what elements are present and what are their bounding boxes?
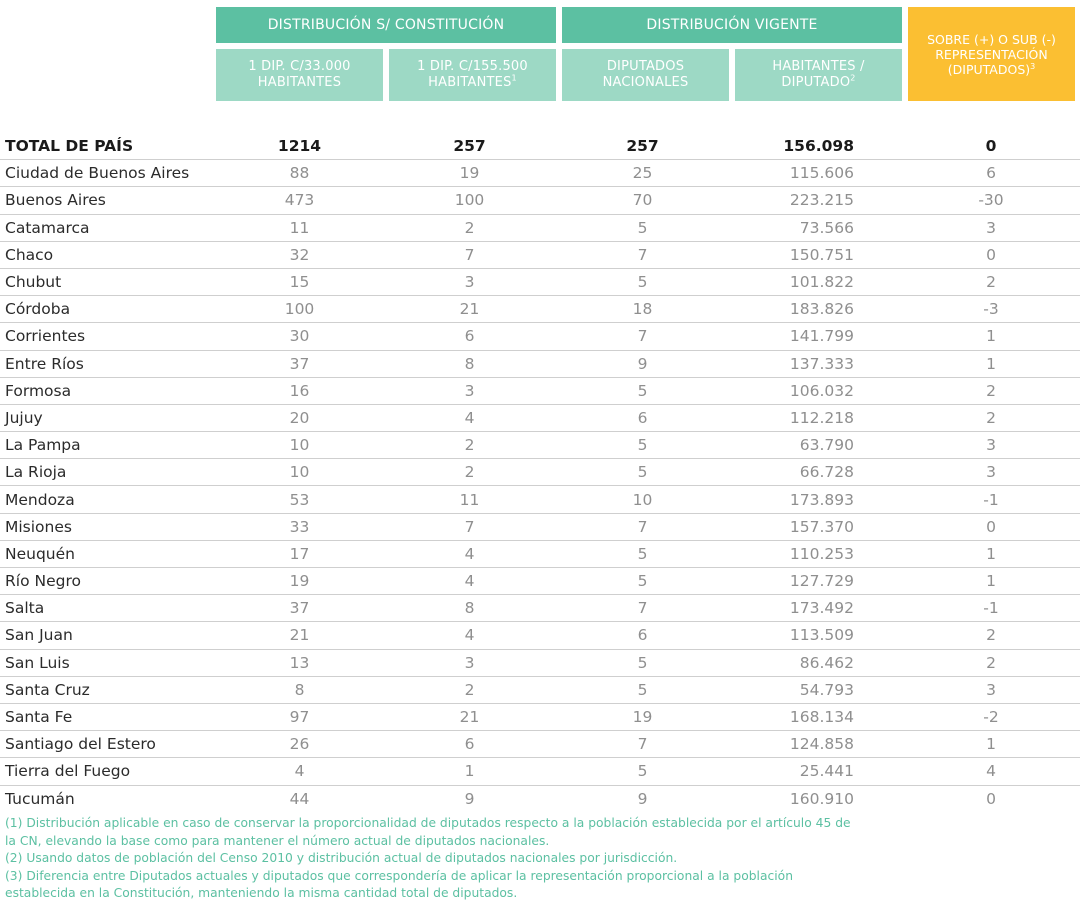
cell-diputados-nacionales: 5: [556, 214, 729, 241]
cell-representacion: 0: [902, 241, 1080, 268]
cell-1dip-33000: 33: [216, 513, 383, 540]
table-row: [0, 323, 1080, 350]
col-header-habitantes-diputado-label: HABITANTES / DIPUTADO: [772, 59, 865, 90]
cell-diputados-nacionales: 5: [556, 377, 729, 404]
table-row: [0, 459, 1080, 486]
cell-representacion: 3: [902, 459, 1080, 486]
cell-1dip-155500: 2: [383, 676, 556, 703]
province-name: Buenos Aires: [0, 187, 216, 214]
province-name: Ciudad de Buenos Aires: [0, 160, 216, 187]
cell-1dip-33000: 11: [216, 214, 383, 241]
province-name: Santa Cruz: [0, 676, 216, 703]
col-header-1dip-33000: [216, 49, 383, 101]
cell-1dip-155500: 4: [383, 568, 556, 595]
diputados-table: [0, 133, 1080, 812]
cell-1dip-33000: 37: [216, 595, 383, 622]
table-row: [0, 758, 1080, 785]
cell-representacion: 0: [902, 513, 1080, 540]
table-row: [0, 676, 1080, 703]
province-name: Río Negro: [0, 568, 216, 595]
cell-1dip-33000: 21: [216, 622, 383, 649]
cell-1dip-33000: 19: [216, 568, 383, 595]
cell-habitantes-diputado: 106.032: [729, 377, 902, 404]
cell-representacion: -2: [902, 703, 1080, 730]
cell-1dip-155500: 21: [383, 703, 556, 730]
col-header-diputados-nacionales-label: DIPUTADOS NACIONALES: [602, 59, 689, 90]
table-row: [0, 622, 1080, 649]
cell-diputados-nacionales: 5: [556, 432, 729, 459]
cell-diputados-nacionales: 9: [556, 350, 729, 377]
cell-diputados-nacionales: 7: [556, 513, 729, 540]
cell-representacion: 2: [902, 404, 1080, 431]
province-name: Mendoza: [0, 486, 216, 513]
col-header-1dip-155500: [389, 49, 556, 101]
cell-1dip-33000: 17: [216, 540, 383, 567]
cell-representacion: 1: [902, 323, 1080, 350]
total-cell-1dip-155500: 257: [383, 133, 556, 160]
cell-1dip-33000: 30: [216, 323, 383, 350]
cell-1dip-33000: 10: [216, 432, 383, 459]
diputados-table-body: [0, 133, 1080, 812]
cell-representacion: 6: [902, 160, 1080, 187]
cell-1dip-155500: 2: [383, 459, 556, 486]
province-name: Formosa: [0, 377, 216, 404]
cell-1dip-155500: 100: [383, 187, 556, 214]
province-name: San Luis: [0, 649, 216, 676]
province-name: La Rioja: [0, 459, 216, 486]
header-distribucion-constitucion-label: DISTRIBUCIÓN S/ CONSTITUCIÓN: [267, 17, 505, 33]
cell-1dip-155500: 6: [383, 731, 556, 758]
table-row: [0, 160, 1080, 187]
province-name: Santiago del Estero: [0, 731, 216, 758]
header-distribucion-vigente: [562, 7, 902, 43]
province-name: Jujuy: [0, 404, 216, 431]
cell-habitantes-diputado: 173.492: [729, 595, 902, 622]
total-cell-diputados-nacionales: 257: [556, 133, 729, 160]
col-header-1dip-155500-label: 1 DIP. C/155.500 HABITANTES: [417, 59, 528, 90]
col-header-habitantes-diputado: [735, 49, 902, 101]
footnote-ref-2: 2: [850, 73, 856, 83]
province-name: Santa Fe: [0, 703, 216, 730]
cell-diputados-nacionales: 5: [556, 758, 729, 785]
cell-habitantes-diputado: 137.333: [729, 350, 902, 377]
cell-representacion: 2: [902, 377, 1080, 404]
cell-1dip-155500: 4: [383, 540, 556, 567]
province-name: Misiones: [0, 513, 216, 540]
cell-diputados-nacionales: 9: [637, 789, 648, 808]
cell-diputados-nacionales: 7: [556, 595, 729, 622]
col-header-1dip-33000-label: 1 DIP. C/33.000 HABITANTES: [248, 59, 351, 90]
table-row: [0, 568, 1080, 595]
cell-1dip-33000: 32: [216, 241, 383, 268]
cell-1dip-155500: 7: [383, 241, 556, 268]
cell-habitantes-diputado: 124.858: [729, 731, 902, 758]
cell-1dip-33000: 16: [216, 377, 383, 404]
cell-habitantes-diputado: 63.790: [729, 432, 902, 459]
cell-1dip-33000: 97: [216, 703, 383, 730]
cell-representacion: 2: [902, 649, 1080, 676]
table-row: [0, 187, 1080, 214]
table-row: [0, 703, 1080, 730]
cell-diputados-nacionales: 5: [556, 649, 729, 676]
cell-diputados-nacionales: 10: [556, 486, 729, 513]
footnote-3: (3) Diferencia entre Diputados actuales y diputados que correspondería de aplicar la representación proporcional a la población establecida en la Constitución, manteniendo la misma cantidad total de diputados.: [5, 868, 793, 900]
cell-1dip-155500: 4: [383, 404, 556, 431]
header-distribucion-vigente-label: DISTRIBUCIÓN VIGENTE: [646, 17, 818, 33]
cell-diputados-nacionales: 5: [556, 540, 729, 567]
cell-diputados-nacionales: 70: [556, 187, 729, 214]
cell-1dip-155500: 8: [383, 350, 556, 377]
cell-diputados-nacionales: 19: [556, 703, 729, 730]
table-row: [0, 540, 1080, 567]
cell-1dip-33000: 20: [216, 404, 383, 431]
province-name: Neuquén: [0, 540, 216, 567]
cell-representacion: 4: [902, 758, 1080, 785]
cell-diputados-nacionales: 5: [556, 568, 729, 595]
cell-1dip-33000: 10: [216, 459, 383, 486]
cell-representacion: 1: [902, 568, 1080, 595]
cell-diputados-nacionales: 5: [556, 676, 729, 703]
cell-habitantes-diputado: 160.910: [789, 789, 854, 808]
province-name: Tucumán: [5, 789, 75, 808]
col-header-diputados-nacionales: [562, 49, 729, 101]
cell-representacion: 0: [986, 789, 996, 808]
cell-1dip-33000: 44: [289, 789, 310, 808]
cell-1dip-155500: 11: [383, 486, 556, 513]
table-row: [0, 486, 1080, 513]
province-name: Corrientes: [0, 323, 216, 350]
cell-habitantes-diputado: 101.822: [729, 268, 902, 295]
cell-representacion: -1: [902, 595, 1080, 622]
cell-1dip-33000: 8: [216, 676, 383, 703]
province-name: Entre Ríos: [0, 350, 216, 377]
cell-1dip-155500: 3: [383, 649, 556, 676]
total-label: TOTAL DE PAÍS: [0, 133, 216, 160]
province-name: Chubut: [0, 268, 216, 295]
table-row: [0, 241, 1080, 268]
province-name: San Juan: [0, 622, 216, 649]
cell-habitantes-diputado: 66.728: [729, 459, 902, 486]
cell-1dip-155500: 19: [383, 160, 556, 187]
col-header-sobre-sub-representacion: [908, 7, 1075, 101]
cell-habitantes-diputado: 183.826: [729, 296, 902, 323]
total-row: [0, 133, 1080, 160]
province-name: Salta: [0, 595, 216, 622]
cell-diputados-nacionales: 5: [556, 268, 729, 295]
footnote-1: (1) Distribución aplicable en caso de conservar la proporcionalidad de diputados respecto a la población establecida por el artículo 45 de la CN, elevando la base como para mantener el número actual de diputados nacionales.: [5, 816, 851, 848]
cell-habitantes-diputado: 54.793: [729, 676, 902, 703]
cell-1dip-33000: 100: [216, 296, 383, 323]
total-cell-habitantes-diputado: 156.098: [729, 133, 902, 160]
table-row: [0, 731, 1080, 758]
cell-habitantes-diputado: 173.893: [729, 486, 902, 513]
province-name: Chaco: [0, 241, 216, 268]
table-row: [0, 595, 1080, 622]
cell-representacion: 1: [902, 540, 1080, 567]
cell-habitantes-diputado: 115.606: [729, 160, 902, 187]
cell-1dip-155500: 8: [383, 595, 556, 622]
cell-habitantes-diputado: 86.462: [729, 649, 902, 676]
footnote-2: (2) Usando datos de población del Censo 2010 y distribución actual de diputados nacionales por jurisdicción.: [5, 851, 678, 865]
cell-1dip-33000: 26: [216, 731, 383, 758]
cell-representacion: 2: [902, 268, 1080, 295]
cell-1dip-155500: 7: [383, 513, 556, 540]
cell-habitantes-diputado: 73.566: [729, 214, 902, 241]
province-name: Tierra del Fuego: [0, 758, 216, 785]
province-name: La Pampa: [0, 432, 216, 459]
table-row: [0, 268, 1080, 295]
cell-1dip-155500: 3: [383, 377, 556, 404]
table-row: [0, 214, 1080, 241]
cell-1dip-155500: 2: [383, 432, 556, 459]
table-row: [0, 432, 1080, 459]
cell-habitantes-diputado: 223.215: [729, 187, 902, 214]
cell-1dip-33000: 473: [216, 187, 383, 214]
col-header-1dip-155500-text: [399, 59, 546, 91]
cell-diputados-nacionales: 5: [556, 459, 729, 486]
cell-1dip-155500: 4: [383, 622, 556, 649]
cell-diputados-nacionales: 7: [556, 731, 729, 758]
cell-1dip-155500: 6: [383, 323, 556, 350]
province-name: Catamarca: [0, 214, 216, 241]
cell-1dip-155500: 1: [383, 758, 556, 785]
cell-diputados-nacionales: 7: [556, 241, 729, 268]
cell-habitantes-diputado: 25.441: [729, 758, 902, 785]
cell-habitantes-diputado: 168.134: [729, 703, 902, 730]
col-header-sobre-sub-representacion-text: [918, 32, 1065, 77]
cell-1dip-155500: 21: [383, 296, 556, 323]
cell-habitantes-diputado: 113.509: [729, 622, 902, 649]
cell-representacion: 3: [902, 214, 1080, 241]
footnote-ref-1: 1: [511, 73, 517, 83]
cell-1dip-33000: 37: [216, 350, 383, 377]
cell-habitantes-diputado: 150.751: [729, 241, 902, 268]
table-row: [0, 513, 1080, 540]
cell-diputados-nacionales: 6: [556, 622, 729, 649]
total-cell-representacion: 0: [902, 133, 1080, 160]
col-header-habitantes-diputado-text: [745, 59, 892, 91]
cell-representacion: -3: [902, 296, 1080, 323]
table-row: [0, 785, 1080, 812]
cell-diputados-nacionales: 7: [556, 323, 729, 350]
cell-diputados-nacionales: 6: [556, 404, 729, 431]
header-distribucion-constitucion: [216, 7, 556, 43]
table-row: [0, 404, 1080, 431]
table-row: [0, 296, 1080, 323]
total-cell-1dip-33000: 1214: [216, 133, 383, 160]
table-row: [0, 377, 1080, 404]
cell-representacion: 2: [902, 622, 1080, 649]
table-row: [0, 649, 1080, 676]
cell-1dip-33000: 15: [216, 268, 383, 295]
cell-diputados-nacionales: 25: [556, 160, 729, 187]
col-header-sobre-sub-representacion-label: SOBRE (+) O SUB (-) REPRESENTACIÓN (DIPUTADOS): [927, 31, 1056, 77]
cell-representacion: -1: [902, 486, 1080, 513]
footnotes: [5, 815, 865, 903]
footnote-ref-3: 3: [1030, 61, 1036, 71]
cell-representacion: 1: [902, 731, 1080, 758]
cell-1dip-33000: 88: [216, 160, 383, 187]
cell-1dip-155500: 2: [383, 214, 556, 241]
cell-1dip-155500: 3: [383, 268, 556, 295]
cell-1dip-155500: 9: [464, 789, 475, 808]
cell-representacion: 1: [902, 350, 1080, 377]
cell-representacion: -30: [902, 187, 1080, 214]
table-row: [0, 350, 1080, 377]
cell-representacion: 3: [902, 432, 1080, 459]
cell-habitantes-diputado: 110.253: [729, 540, 902, 567]
cell-diputados-nacionales: 18: [556, 296, 729, 323]
cell-habitantes-diputado: 127.729: [729, 568, 902, 595]
cell-representacion: 3: [902, 676, 1080, 703]
cell-habitantes-diputado: 157.370: [729, 513, 902, 540]
province-name: Córdoba: [0, 296, 216, 323]
cell-habitantes-diputado: 112.218: [729, 404, 902, 431]
cell-1dip-33000: 13: [216, 649, 383, 676]
cell-1dip-33000: 4: [216, 758, 383, 785]
cell-1dip-33000: 53: [216, 486, 383, 513]
cell-habitantes-diputado: 141.799: [729, 323, 902, 350]
